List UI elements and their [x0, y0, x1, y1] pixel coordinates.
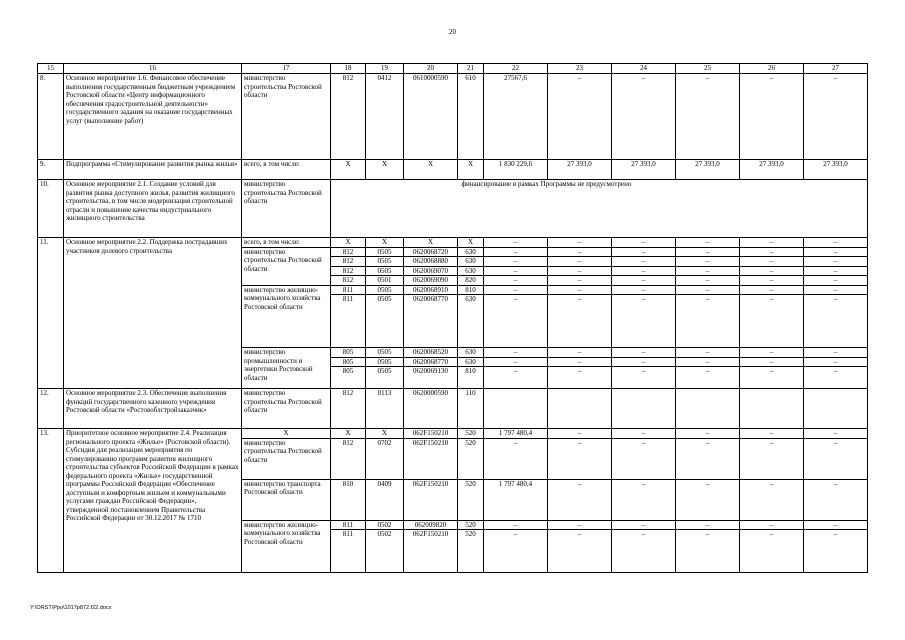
cell: – — [548, 238, 612, 248]
cell: – — [548, 74, 612, 160]
table-row — [38, 389, 868, 429]
cell: – — [740, 247, 804, 257]
cell: – — [804, 357, 868, 367]
cell: 0620069130 — [404, 367, 458, 389]
cell: – — [484, 295, 548, 348]
col-header: 19 — [366, 64, 404, 74]
cell: 812 — [331, 247, 366, 257]
cell: – — [612, 266, 676, 276]
col-header: 20 — [404, 64, 458, 74]
row-name: Приоритетное основное мероприятие 2.4. Реализация регионального проекта «Жилье» (Ростовской области). Субсидия для реализации мероприятия по стимулированию программ развития жилищного строительства субъектов Российской Федерации в рамках федерального проекта «Жилье» государственной программы Российской Федерации «Обеспечение доступным и комфортным жильем и коммунальными услугами граждан Российской Федерации», утвержденной постановлением Правительства Российской Федерации от 30.12.2017 № 1710 — [64, 429, 242, 573]
table-row — [38, 429, 868, 439]
cell: 062F150210 — [404, 429, 458, 439]
cell: – — [548, 295, 612, 348]
row-number: 11. — [38, 238, 64, 389]
cell: – — [484, 530, 548, 573]
cell: – — [612, 285, 676, 295]
cell: X — [458, 238, 484, 248]
cell: – — [676, 530, 740, 573]
cell: – — [676, 295, 740, 348]
cell: – — [612, 348, 676, 358]
row-number: 9. — [38, 160, 64, 180]
cell: 27 393,0 — [740, 160, 804, 180]
cell: 0505 — [366, 348, 404, 358]
cell: 0505 — [366, 285, 404, 295]
cell: 630 — [458, 266, 484, 276]
cell: X — [366, 160, 404, 180]
cell: – — [804, 276, 868, 286]
cell: – — [612, 276, 676, 286]
cell: 27 393,0 — [612, 160, 676, 180]
cell: – — [612, 257, 676, 267]
cell: 0502 — [366, 520, 404, 530]
cell: 630 — [458, 247, 484, 257]
cell: 0620068520 — [404, 348, 458, 358]
cell: – — [484, 438, 548, 479]
cell: – — [740, 530, 804, 573]
cell: X — [331, 238, 366, 248]
cell: 0620068910 — [404, 285, 458, 295]
cell: – — [740, 367, 804, 389]
col-header: 25 — [676, 64, 740, 74]
cell: 0505 — [366, 257, 404, 267]
row-number: 13. — [38, 429, 64, 573]
cell: 27 393,0 — [676, 160, 740, 180]
row-executor: всего, в том числе: — [242, 238, 331, 248]
cell: 630 — [458, 257, 484, 267]
cell: – — [484, 257, 548, 267]
cell: 812 — [331, 74, 366, 160]
cell: 27 393,0 — [548, 160, 612, 180]
cell: 520 — [458, 429, 484, 439]
cell: 0610000590 — [404, 74, 458, 160]
cell: – — [548, 257, 612, 267]
col-header: 17 — [242, 64, 331, 74]
cell: 0502 — [366, 530, 404, 573]
cell: 810 — [331, 479, 366, 520]
cell: – — [548, 520, 612, 530]
cell: – — [548, 429, 612, 439]
cell: 0702 — [366, 438, 404, 479]
cell: – — [804, 285, 868, 295]
cell: 812 — [331, 438, 366, 479]
cell: 812 — [331, 266, 366, 276]
cell: – — [484, 276, 548, 286]
row-number: 8. — [38, 74, 64, 160]
cell: – — [612, 74, 676, 160]
cell: – — [804, 429, 868, 439]
col-header: 16 — [64, 64, 242, 74]
cell: 0505 — [366, 367, 404, 389]
cell: – — [804, 257, 868, 267]
cell: 805 — [331, 367, 366, 389]
cell: 810 — [458, 285, 484, 295]
cell: X — [331, 429, 366, 439]
financing-note: финансирование в рамках Программы не предусмотрено — [458, 180, 868, 238]
row-name: Основное мероприятие 2.1. Создание условий для развития рынка доступного жилья, развития жилищного строительства, в том числе модернизация строительной отрасли и повышение качества индустриального жилищного строительства — [64, 180, 242, 238]
cell: – — [804, 479, 868, 520]
cell: 812 — [331, 257, 366, 267]
cell: – — [804, 438, 868, 479]
cell: 0620068720 — [404, 247, 458, 257]
page-number: 20 — [449, 28, 456, 36]
cell: – — [676, 479, 740, 520]
cell: – — [676, 367, 740, 389]
cell: – — [484, 348, 548, 358]
cell: – — [676, 266, 740, 276]
cell: – — [676, 247, 740, 257]
col-header: 18 — [331, 64, 366, 74]
cell: – — [740, 266, 804, 276]
cell: X — [331, 160, 366, 180]
cell: – — [484, 266, 548, 276]
row-executor: министерство строительства Ростовской области — [242, 74, 331, 160]
cell: – — [548, 348, 612, 358]
cell: – — [804, 348, 868, 358]
row-executor: министерство строительства Ростовской области — [242, 438, 331, 479]
cell: 0505 — [366, 295, 404, 348]
cell: 805 — [331, 348, 366, 358]
cell: – — [804, 74, 868, 160]
cell: – — [676, 429, 740, 439]
cell: – — [484, 285, 548, 295]
cell: X — [458, 160, 484, 180]
cell: 062F150210 — [404, 479, 458, 520]
row-executor: X — [242, 429, 331, 439]
cell: 27567,6 — [484, 74, 548, 160]
cell: – — [740, 520, 804, 530]
cell: – — [612, 238, 676, 248]
cell: 062009820 — [404, 520, 458, 530]
row-name: Основное мероприятие 1.6. Финансовое обеспечение выполнения государственным бюджетным учреждением Ростовской области «Центр информационного обеспечения градостроительной деятельности» государственного задания на оказание государственных услуг (выполнение работ) — [64, 74, 242, 160]
cell: 0505 — [366, 357, 404, 367]
cell: – — [484, 520, 548, 530]
cell: 520 — [458, 530, 484, 573]
cell: 610 — [458, 74, 484, 160]
row-executor: министерство строительства Ростовской области — [242, 247, 331, 285]
cell: – — [548, 247, 612, 257]
cell: X — [404, 160, 458, 180]
cell: – — [740, 429, 804, 439]
cell: – — [740, 295, 804, 348]
cell: 811 — [331, 285, 366, 295]
cell: 0409 — [366, 479, 404, 520]
cell: 805 — [331, 357, 366, 367]
row-executor: министерство жилищно-коммунального хозяйства Ростовской области — [242, 520, 331, 573]
col-header: 27 — [804, 64, 868, 74]
col-header: 22 — [484, 64, 548, 74]
cell: 1 830 229,6 — [484, 160, 548, 180]
cell: – — [740, 285, 804, 295]
cell: 0620069090 — [404, 276, 458, 286]
cell: – — [484, 238, 548, 248]
row-executor: министерство строительства Ростовской области — [242, 180, 331, 238]
cell: – — [676, 520, 740, 530]
row-number: 10. — [38, 180, 64, 238]
cell: 630 — [458, 348, 484, 358]
cell: – — [484, 357, 548, 367]
col-header: 21 — [458, 64, 484, 74]
table-row — [38, 160, 868, 180]
cell: – — [676, 257, 740, 267]
cell: – — [548, 438, 612, 479]
cell: – — [804, 367, 868, 389]
cell: – — [612, 530, 676, 573]
cell: – — [676, 74, 740, 160]
cell: 811 — [331, 295, 366, 348]
cell: X — [366, 238, 404, 248]
cell: – — [612, 438, 676, 479]
cell: – — [548, 367, 612, 389]
cell: 811 — [331, 530, 366, 573]
cell: – — [676, 285, 740, 295]
cell: – — [612, 357, 676, 367]
cell: 0620068770 — [404, 357, 458, 367]
row-executor: министерство транспорта Ростовской области — [242, 479, 331, 520]
cell: 0505 — [366, 266, 404, 276]
cell: 630 — [458, 295, 484, 348]
cell: – — [548, 276, 612, 286]
cell: – — [548, 479, 612, 520]
cell: – — [676, 438, 740, 479]
cell: – — [804, 238, 868, 248]
cell: – — [548, 285, 612, 295]
cell: – — [676, 276, 740, 286]
cell: – — [804, 247, 868, 257]
cell: – — [612, 479, 676, 520]
col-header: 23 — [548, 64, 612, 74]
cell: 812 — [331, 389, 366, 429]
cell: – — [804, 266, 868, 276]
cell: 0412 — [366, 74, 404, 160]
cell: – — [612, 367, 676, 389]
cell: X — [404, 238, 458, 248]
cell: 520 — [458, 520, 484, 530]
cell: – — [740, 357, 804, 367]
cell: – — [676, 348, 740, 358]
cell: – — [612, 247, 676, 257]
cell: 27 393,0 — [804, 160, 868, 180]
cell: – — [548, 357, 612, 367]
cell: 1 797 480,4 — [484, 479, 548, 520]
cell: – — [484, 367, 548, 389]
table-row — [38, 238, 868, 248]
cell: – — [676, 238, 740, 248]
col-header: 24 — [612, 64, 676, 74]
cell: 520 — [458, 479, 484, 520]
row-executor: всего, в том числе: — [242, 160, 331, 180]
row-number: 12. — [38, 389, 64, 429]
cell: – — [612, 295, 676, 348]
cell: 520 — [458, 438, 484, 479]
row-name: Основное мероприятие 2.2. Поддержка пострадавших участников долевого строительства — [64, 238, 242, 389]
col-header: 26 — [740, 64, 804, 74]
cell: X — [366, 429, 404, 439]
row-executor: министерство промышленности и энергетики Ростовской области — [242, 348, 331, 389]
cell: – — [804, 530, 868, 573]
cell: 811 — [331, 520, 366, 530]
cell: – — [548, 266, 612, 276]
cell: 062F150210 — [404, 438, 458, 479]
cell: – — [804, 295, 868, 348]
cell: 0113 — [366, 389, 404, 429]
cell: – — [740, 257, 804, 267]
cell: – — [676, 357, 740, 367]
cell: 630 — [458, 357, 484, 367]
row-executor: министерство жилищно-коммунального хозяйства Ростовской области — [242, 285, 331, 348]
cell: – — [740, 238, 804, 248]
cell: – — [740, 479, 804, 520]
cell: 812 — [331, 276, 366, 286]
cell: 0501 — [366, 276, 404, 286]
header-row — [38, 64, 868, 74]
cell: – — [484, 247, 548, 257]
row-name: Подпрограмма «Стимулирование развития рынка жилья» — [64, 160, 242, 180]
cell: 062F150210 — [404, 530, 458, 573]
cell: 810 — [458, 367, 484, 389]
cell: 0620069070 — [404, 266, 458, 276]
table-row — [38, 74, 868, 160]
cell: 0620068880 — [404, 257, 458, 267]
cell: – — [612, 429, 676, 439]
row-name: Основное мероприятие 2.3. Обеспечение выполнения функций государственного казенного учреждения Ростовской области «Ростовоблстройзаказчик» — [64, 389, 242, 429]
cell: 1 797 480,4 — [484, 429, 548, 439]
cell: – — [548, 530, 612, 573]
cell: 0620000590 — [404, 389, 458, 429]
file-path-footer: Y:\ORST\Ppo\1017p872.f22.docx — [30, 605, 112, 611]
cell: – — [612, 520, 676, 530]
table-row — [38, 180, 868, 238]
cell: 0505 — [366, 247, 404, 257]
cell: – — [740, 74, 804, 160]
cell: – — [740, 438, 804, 479]
cell: 0620068770 — [404, 295, 458, 348]
col-header: 15 — [38, 64, 64, 74]
budget-table — [37, 63, 868, 573]
row-executor: министерство строительства Ростовской области — [242, 389, 331, 429]
cell: 820 — [458, 276, 484, 286]
cell: – — [740, 348, 804, 358]
cell: 110 — [458, 389, 484, 429]
cell: – — [804, 520, 868, 530]
cell: – — [740, 276, 804, 286]
